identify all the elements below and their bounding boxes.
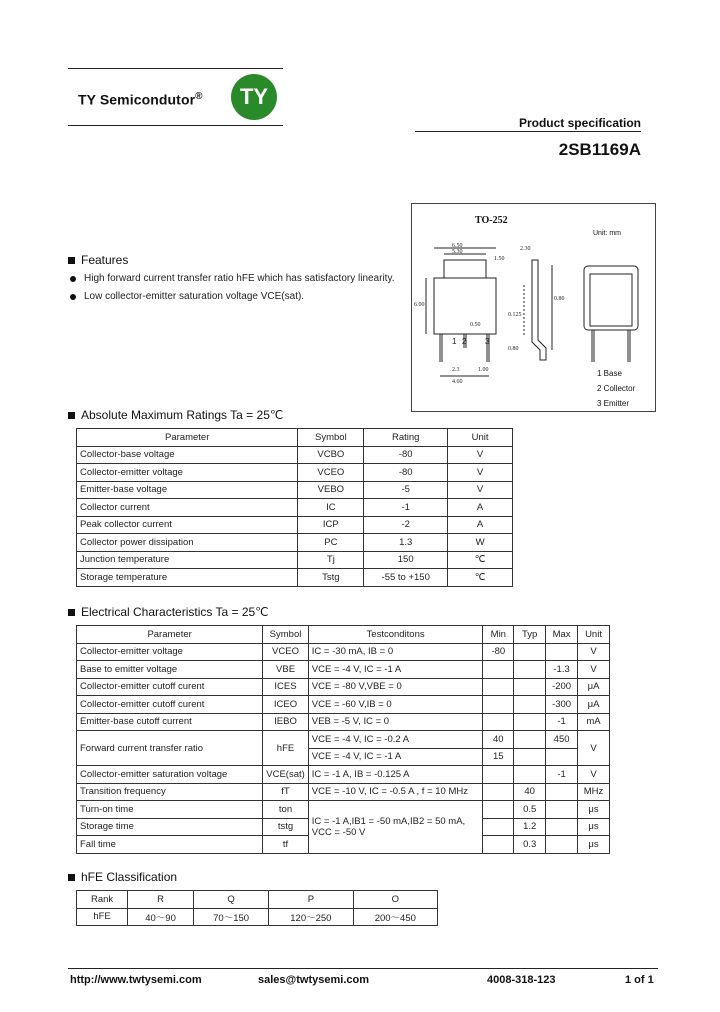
table-cell: PC	[298, 534, 364, 552]
table-row	[77, 696, 610, 714]
dim-label: 1.50	[494, 256, 505, 262]
table-cell: Emitter-base cutoff current	[77, 713, 263, 731]
table-cell	[483, 661, 514, 679]
pin-item: 3 Emitter	[597, 399, 630, 408]
table-cell	[483, 696, 514, 714]
table-cell	[546, 783, 578, 801]
table-cell: Collector-emitter cutoff curent	[77, 696, 263, 714]
table-cell: Tstg	[298, 569, 364, 587]
product-spec-label: Product specification	[518, 116, 641, 130]
table-cell: Q	[194, 891, 269, 909]
table-cell: 200～450	[353, 908, 437, 926]
elec-table	[76, 625, 610, 854]
table-cell: VEB = -5 V, IC = 0	[308, 713, 483, 731]
table-row	[77, 516, 513, 534]
table-cell	[483, 818, 514, 836]
table-cell: ton	[263, 801, 309, 819]
table-cell: Storage temperature	[77, 569, 298, 587]
table-cell: μs	[578, 818, 610, 836]
package-drawing	[412, 240, 592, 390]
table-cell: V	[448, 464, 513, 482]
table-cell: ℃	[448, 569, 513, 587]
dim-label: 6.00	[414, 302, 425, 308]
dim-label: 5.30	[452, 249, 463, 255]
table-header-cell: Symbol	[298, 429, 364, 447]
table-cell: VCEO	[298, 464, 364, 482]
table-cell: Turn-on time	[77, 801, 263, 819]
pin-item: 2 Collector	[597, 384, 636, 393]
table-cell: V	[578, 643, 610, 661]
table-header-cell: Unit	[448, 429, 513, 447]
table-cell: 120～250	[269, 908, 353, 926]
table-cell: IC = -1 A, IB = -0.125 A	[308, 766, 483, 784]
table-cell: Collector-emitter saturation voltage	[77, 766, 263, 784]
table-cell	[546, 748, 578, 766]
table-cell: Collector current	[77, 499, 298, 517]
table-cell: -200	[546, 678, 578, 696]
table-cell: -1	[364, 499, 448, 517]
table-cell	[514, 731, 546, 749]
table-cell: 1.2	[514, 818, 546, 836]
table-row	[77, 661, 610, 679]
table-header-cell: Rating	[364, 429, 448, 447]
table-cell: 1.3	[364, 534, 448, 552]
table-cell: IC = -1 A,IB1 = -50 mA,IB2 = 50 mA, VCC = -50 V	[308, 801, 483, 854]
footer-phone: 4008-318-123	[487, 974, 556, 986]
table-cell: Fall time	[77, 836, 263, 854]
table-header-cell: Symbol	[263, 626, 309, 644]
table-cell	[546, 836, 578, 854]
elec-heading: Electrical Characteristics Ta = 25℃	[68, 605, 269, 619]
table-row	[77, 534, 513, 552]
table-cell: -80	[483, 643, 514, 661]
table-header-cell: Min	[483, 626, 514, 644]
table-cell: A	[448, 499, 513, 517]
company-logo: TY	[231, 74, 277, 120]
bullet-icon	[70, 294, 76, 300]
table-cell: -1	[546, 713, 578, 731]
dim-label: 0.80	[554, 296, 565, 302]
table-cell: W	[448, 534, 513, 552]
table-cell: VCEO	[263, 643, 309, 661]
table-cell	[514, 678, 546, 696]
footer-rule	[68, 968, 658, 969]
table-header-cell: Parameter	[77, 626, 263, 644]
table-cell	[483, 766, 514, 784]
table-cell: R	[128, 891, 194, 909]
table-cell: fT	[263, 783, 309, 801]
footer-email[interactable]: sales@twtysemi.com	[258, 974, 369, 986]
table-cell: Storage time	[77, 818, 263, 836]
table-cell: Collector-emitter voltage	[77, 464, 298, 482]
table-cell: MHz	[578, 783, 610, 801]
table-cell	[546, 818, 578, 836]
table-row	[77, 551, 513, 569]
table-cell: μA	[578, 678, 610, 696]
table-cell: Collector-emitter voltage	[77, 643, 263, 661]
table-cell: 150	[364, 551, 448, 569]
table-cell: 40	[483, 731, 514, 749]
table-header-cell: Testconditons	[308, 626, 483, 644]
svg-text:2: 2	[462, 337, 467, 346]
table-cell: 40	[514, 783, 546, 801]
table-header-cell: Typ	[514, 626, 546, 644]
svg-text:1: 1	[452, 337, 457, 346]
table-header-row	[77, 626, 610, 644]
table-cell	[546, 643, 578, 661]
table-cell	[546, 801, 578, 819]
table-cell: ℃	[448, 551, 513, 569]
table-cell: V	[578, 766, 610, 784]
table-row	[77, 481, 513, 499]
table-row	[77, 801, 610, 819]
table-cell: VCE = -60 V,IB = 0	[308, 696, 483, 714]
table-header-row	[77, 429, 513, 447]
table-cell: Tj	[298, 551, 364, 569]
table-row	[77, 499, 513, 517]
table-cell	[514, 643, 546, 661]
table-cell: -2	[364, 516, 448, 534]
table-header-cell: Unit	[578, 626, 610, 644]
header-top-rule	[68, 68, 283, 69]
table-cell: V	[578, 661, 610, 679]
table-cell: VBE	[263, 661, 309, 679]
table-cell: Base to emitter voltage	[77, 661, 263, 679]
table-cell: mA	[578, 713, 610, 731]
table-cell: 70～150	[194, 908, 269, 926]
table-cell: ICEO	[263, 696, 309, 714]
table-row	[77, 643, 610, 661]
hfe-heading: hFE Classification	[68, 870, 177, 884]
bullet-icon	[70, 276, 76, 282]
pin-item: 1 Base	[597, 369, 622, 378]
dim-label: 0.125	[508, 312, 522, 318]
table-cell: VCE(sat)	[263, 766, 309, 784]
dim-label: 6.50	[452, 243, 463, 249]
abs-max-heading: Absolute Maximum Ratings Ta = 25℃	[68, 408, 283, 422]
table-cell: μA	[578, 696, 610, 714]
dim-label: 1.00	[478, 367, 489, 373]
table-cell: A	[448, 516, 513, 534]
table-cell: Collector-base voltage	[77, 446, 298, 464]
package-unit: Unit: mm	[593, 230, 621, 237]
table-cell: tf	[263, 836, 309, 854]
table-cell: V	[578, 731, 610, 766]
table-cell: VCE = -4 V, IC = -1 A	[308, 748, 483, 766]
table-cell: VCBO	[298, 446, 364, 464]
table-row	[77, 464, 513, 482]
dim-label: 2.3	[452, 367, 460, 373]
brand-name: TY Semicondutor®	[78, 91, 203, 108]
table-cell: VCE = -4 V, IC = -1 A	[308, 661, 483, 679]
table-cell: VEBO	[298, 481, 364, 499]
package-title: TO-252	[475, 215, 508, 226]
table-row	[77, 446, 513, 464]
table-cell: Emitter-base voltage	[77, 481, 298, 499]
table-cell: Peak collector current	[77, 516, 298, 534]
table-row	[77, 766, 610, 784]
table-cell: VCE = -4 V, IC = -0.2 A	[308, 731, 483, 749]
footer-url[interactable]: http://www.twtysemi.com	[70, 974, 202, 986]
table-cell: ICES	[263, 678, 309, 696]
table-cell: Junction temperature	[77, 551, 298, 569]
table-cell	[483, 836, 514, 854]
table-header-cell: Parameter	[77, 429, 298, 447]
dim-label: 0.80	[508, 346, 519, 352]
table-row	[77, 731, 610, 749]
table-cell: P	[269, 891, 353, 909]
table-cell: tstg	[263, 818, 309, 836]
table-cell: Collector power dissipation	[77, 534, 298, 552]
dim-label: 2.30	[520, 246, 531, 252]
square-bullet-icon	[68, 609, 75, 616]
table-row	[77, 908, 438, 926]
table-cell: IC = -30 mA, IB = 0	[308, 643, 483, 661]
header-bottom-rule	[68, 125, 283, 126]
table-cell: -1	[546, 766, 578, 784]
table-cell	[514, 661, 546, 679]
table-cell: -5	[364, 481, 448, 499]
square-bullet-icon	[68, 874, 75, 881]
table-cell: IEBO	[263, 713, 309, 731]
table-cell: Transition frequency	[77, 783, 263, 801]
dim-label: 4.60	[452, 379, 463, 385]
table-cell: Collector-emitter cutoff curent	[77, 678, 263, 696]
feature-item: High forward current transfer ratio hFE which has satisfactory linearity.	[70, 273, 395, 284]
table-cell: V	[448, 481, 513, 499]
abs-max-table	[76, 428, 513, 587]
table-cell: ICP	[298, 516, 364, 534]
table-row	[77, 713, 610, 731]
table-cell	[514, 748, 546, 766]
table-cell: O	[353, 891, 437, 909]
table-cell: -1.3	[546, 661, 578, 679]
table-cell	[514, 696, 546, 714]
table-cell: μs	[578, 836, 610, 854]
table-cell: IC	[298, 499, 364, 517]
pin-list	[597, 366, 635, 411]
table-cell: -55 to +150	[364, 569, 448, 587]
table-cell	[483, 678, 514, 696]
table-cell	[483, 713, 514, 731]
table-row	[77, 783, 610, 801]
table-row	[77, 569, 513, 587]
hfe-table	[76, 890, 438, 926]
table-cell: 0.3	[514, 836, 546, 854]
spec-rule	[415, 131, 641, 132]
table-cell: -80	[364, 446, 448, 464]
table-cell: hFE	[263, 731, 309, 766]
table-cell: 15	[483, 748, 514, 766]
table-cell: V	[448, 446, 513, 464]
square-bullet-icon	[68, 257, 75, 264]
footer-page: 1 of 1	[625, 974, 654, 986]
table-cell: 0.5	[514, 801, 546, 819]
features-heading: Features	[68, 253, 128, 267]
table-cell	[483, 801, 514, 819]
table-cell	[514, 766, 546, 784]
table-cell: hFE	[77, 908, 128, 926]
table-cell	[514, 713, 546, 731]
part-number: 2SB1169A	[558, 140, 641, 159]
table-cell	[483, 783, 514, 801]
table-cell: -300	[546, 696, 578, 714]
table-row	[77, 678, 610, 696]
svg-text:3: 3	[485, 337, 490, 346]
table-cell: Forward current transfer ratio	[77, 731, 263, 766]
table-cell: 40～90	[128, 908, 194, 926]
table-cell: Rank	[77, 891, 128, 909]
feature-item: Low collector-emitter saturation voltage VCE(sat).	[70, 291, 304, 302]
table-cell: VCE = -10 V, IC = -0.5 A , f = 10 MHz	[308, 783, 483, 801]
table-header-cell: Max	[546, 626, 578, 644]
table-row	[77, 891, 438, 909]
table-cell: μs	[578, 801, 610, 819]
dim-label: 0.50	[470, 322, 481, 328]
table-cell: VCE = -80 V,VBE = 0	[308, 678, 483, 696]
table-cell: -80	[364, 464, 448, 482]
table-cell: 450	[546, 731, 578, 749]
square-bullet-icon	[68, 412, 75, 419]
package-side-view	[582, 262, 642, 367]
